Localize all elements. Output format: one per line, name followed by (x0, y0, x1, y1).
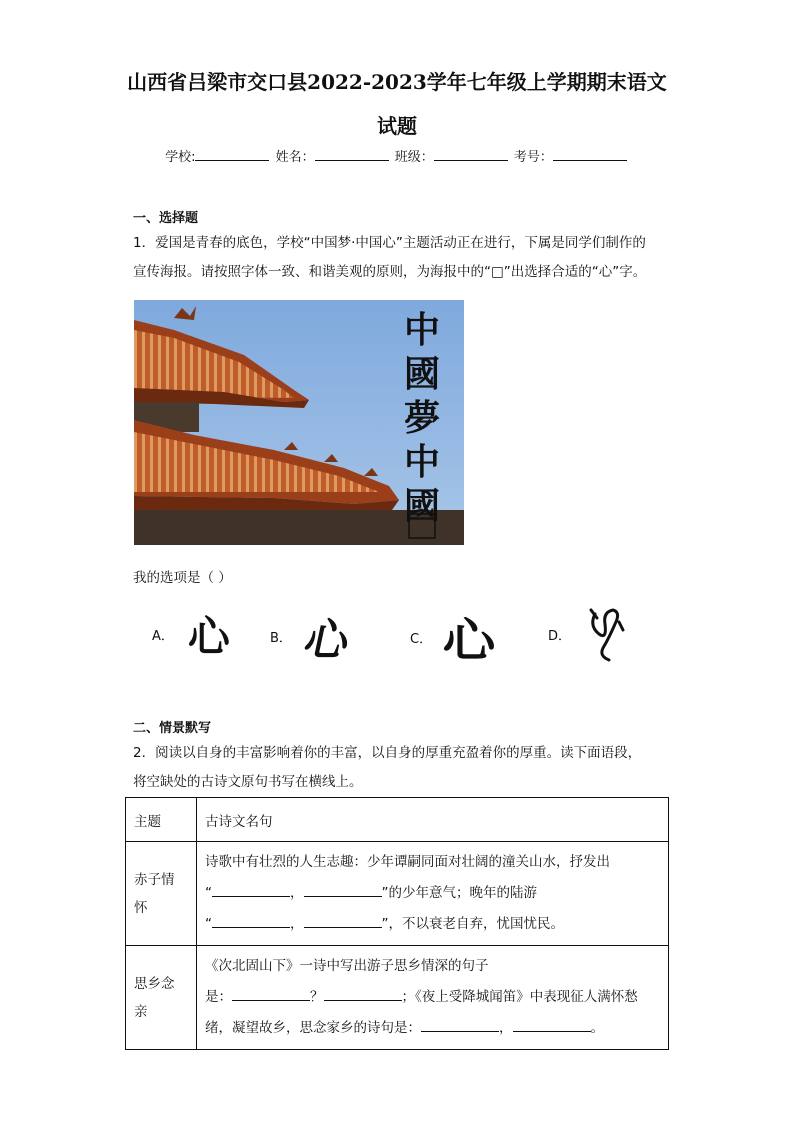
question-2-line1: 2．阅读以自身的丰富影响着你的丰富，以自身的厚重充盈着你的厚重。读下面语段， (133, 745, 642, 761)
answer-blank[interactable] (304, 913, 382, 928)
question-1-line1: 1．爱国是青春的底色，学校“中国梦·中国心”主题活动正在进行，下属是同学们制作的 (133, 235, 646, 251)
student-info-row (0, 146, 794, 165)
name-label: 姓名： (275, 150, 315, 165)
question-2-text (133, 739, 668, 797)
header-quotes: 古诗文名句 (197, 798, 669, 842)
answer-blank[interactable] (212, 882, 290, 897)
option-a-glyph: 心 (187, 612, 230, 661)
school-label: 学校: (165, 150, 196, 165)
row2-theme: 思乡念 亲 (126, 946, 197, 1050)
question-1-line2: 宣传海报。请按照字体一致、和谐美观的原则，为海报中的“□”出选择合适的“心”字。 (133, 264, 647, 280)
exam-title-line2: 试题 (377, 114, 417, 138)
question-1-text (133, 229, 668, 287)
exam-title-line1: 山西省吕梁市交口县2022-2023学年七年级上学期期末语文 (127, 70, 667, 94)
school-blank (195, 147, 269, 161)
answer-blank[interactable] (212, 913, 290, 928)
option-b-letter: B． (270, 630, 292, 646)
option-c[interactable] (410, 604, 496, 670)
poster-image (134, 300, 464, 545)
answer-blank[interactable] (421, 1017, 499, 1032)
row1-content: 诗歌中有壮烈的人生志趣：少年谭嗣同面对壮阔的潼关山水，抒发出 “ ， ”的少年意气；晚年的陆游 “ ， ”，不以衰老自弃，忧国忧民。 (197, 842, 669, 946)
section-heading-choice: 一、选择题 (133, 211, 199, 226)
exam-number-blank (553, 147, 627, 161)
recitation-table (125, 797, 669, 1050)
option-c-letter: C． (410, 631, 433, 647)
option-d[interactable] (548, 604, 625, 664)
question-2-line2: 将空缺处的古诗文原句书写在横线上。 (133, 774, 363, 790)
answer-blank[interactable] (513, 1017, 591, 1032)
class-blank (434, 147, 508, 161)
poster-char-1: 中 (403, 309, 441, 351)
poster-char-2: 國 (403, 353, 441, 395)
poster-illustration (134, 300, 464, 545)
header-theme: 主题 (126, 798, 197, 842)
answer-blank[interactable] (232, 986, 310, 1001)
option-a-letter: A． (152, 628, 174, 644)
row2-content: 《次北固山下》一诗中写出游子思乡情深的句子 是： ？ ；《夜上受降城闻笛》中表现征人满怀愁 绪，凝望故乡，思念家乡的诗句是： ， 。 (197, 946, 669, 1050)
answer-blank[interactable] (304, 882, 382, 897)
option-d-letter: D． (548, 628, 572, 644)
section-heading-recitation: 二、情景默写 (133, 721, 212, 736)
poster-char-4: 中 (403, 441, 441, 483)
table-row (126, 842, 669, 946)
options-row (0, 604, 794, 667)
row1-theme: 赤子情 怀 (126, 842, 197, 946)
answer-prompt: 我的选项是（ ） (133, 570, 232, 586)
option-b[interactable] (270, 604, 355, 668)
name-blank (315, 147, 389, 161)
table-row (126, 946, 669, 1050)
poster-char-3: 夢 (403, 397, 441, 439)
option-d-seal-glyph (585, 604, 625, 664)
option-c-glyph: 心 (442, 613, 496, 667)
option-a[interactable] (152, 604, 230, 664)
class-label: 班级： (394, 150, 434, 165)
exam-number-label: 考号： (513, 150, 553, 165)
poster-char-5: 國 (403, 485, 441, 527)
option-b-glyph: 心 (299, 615, 355, 666)
table-header-row (126, 798, 669, 842)
answer-blank[interactable] (324, 986, 402, 1001)
